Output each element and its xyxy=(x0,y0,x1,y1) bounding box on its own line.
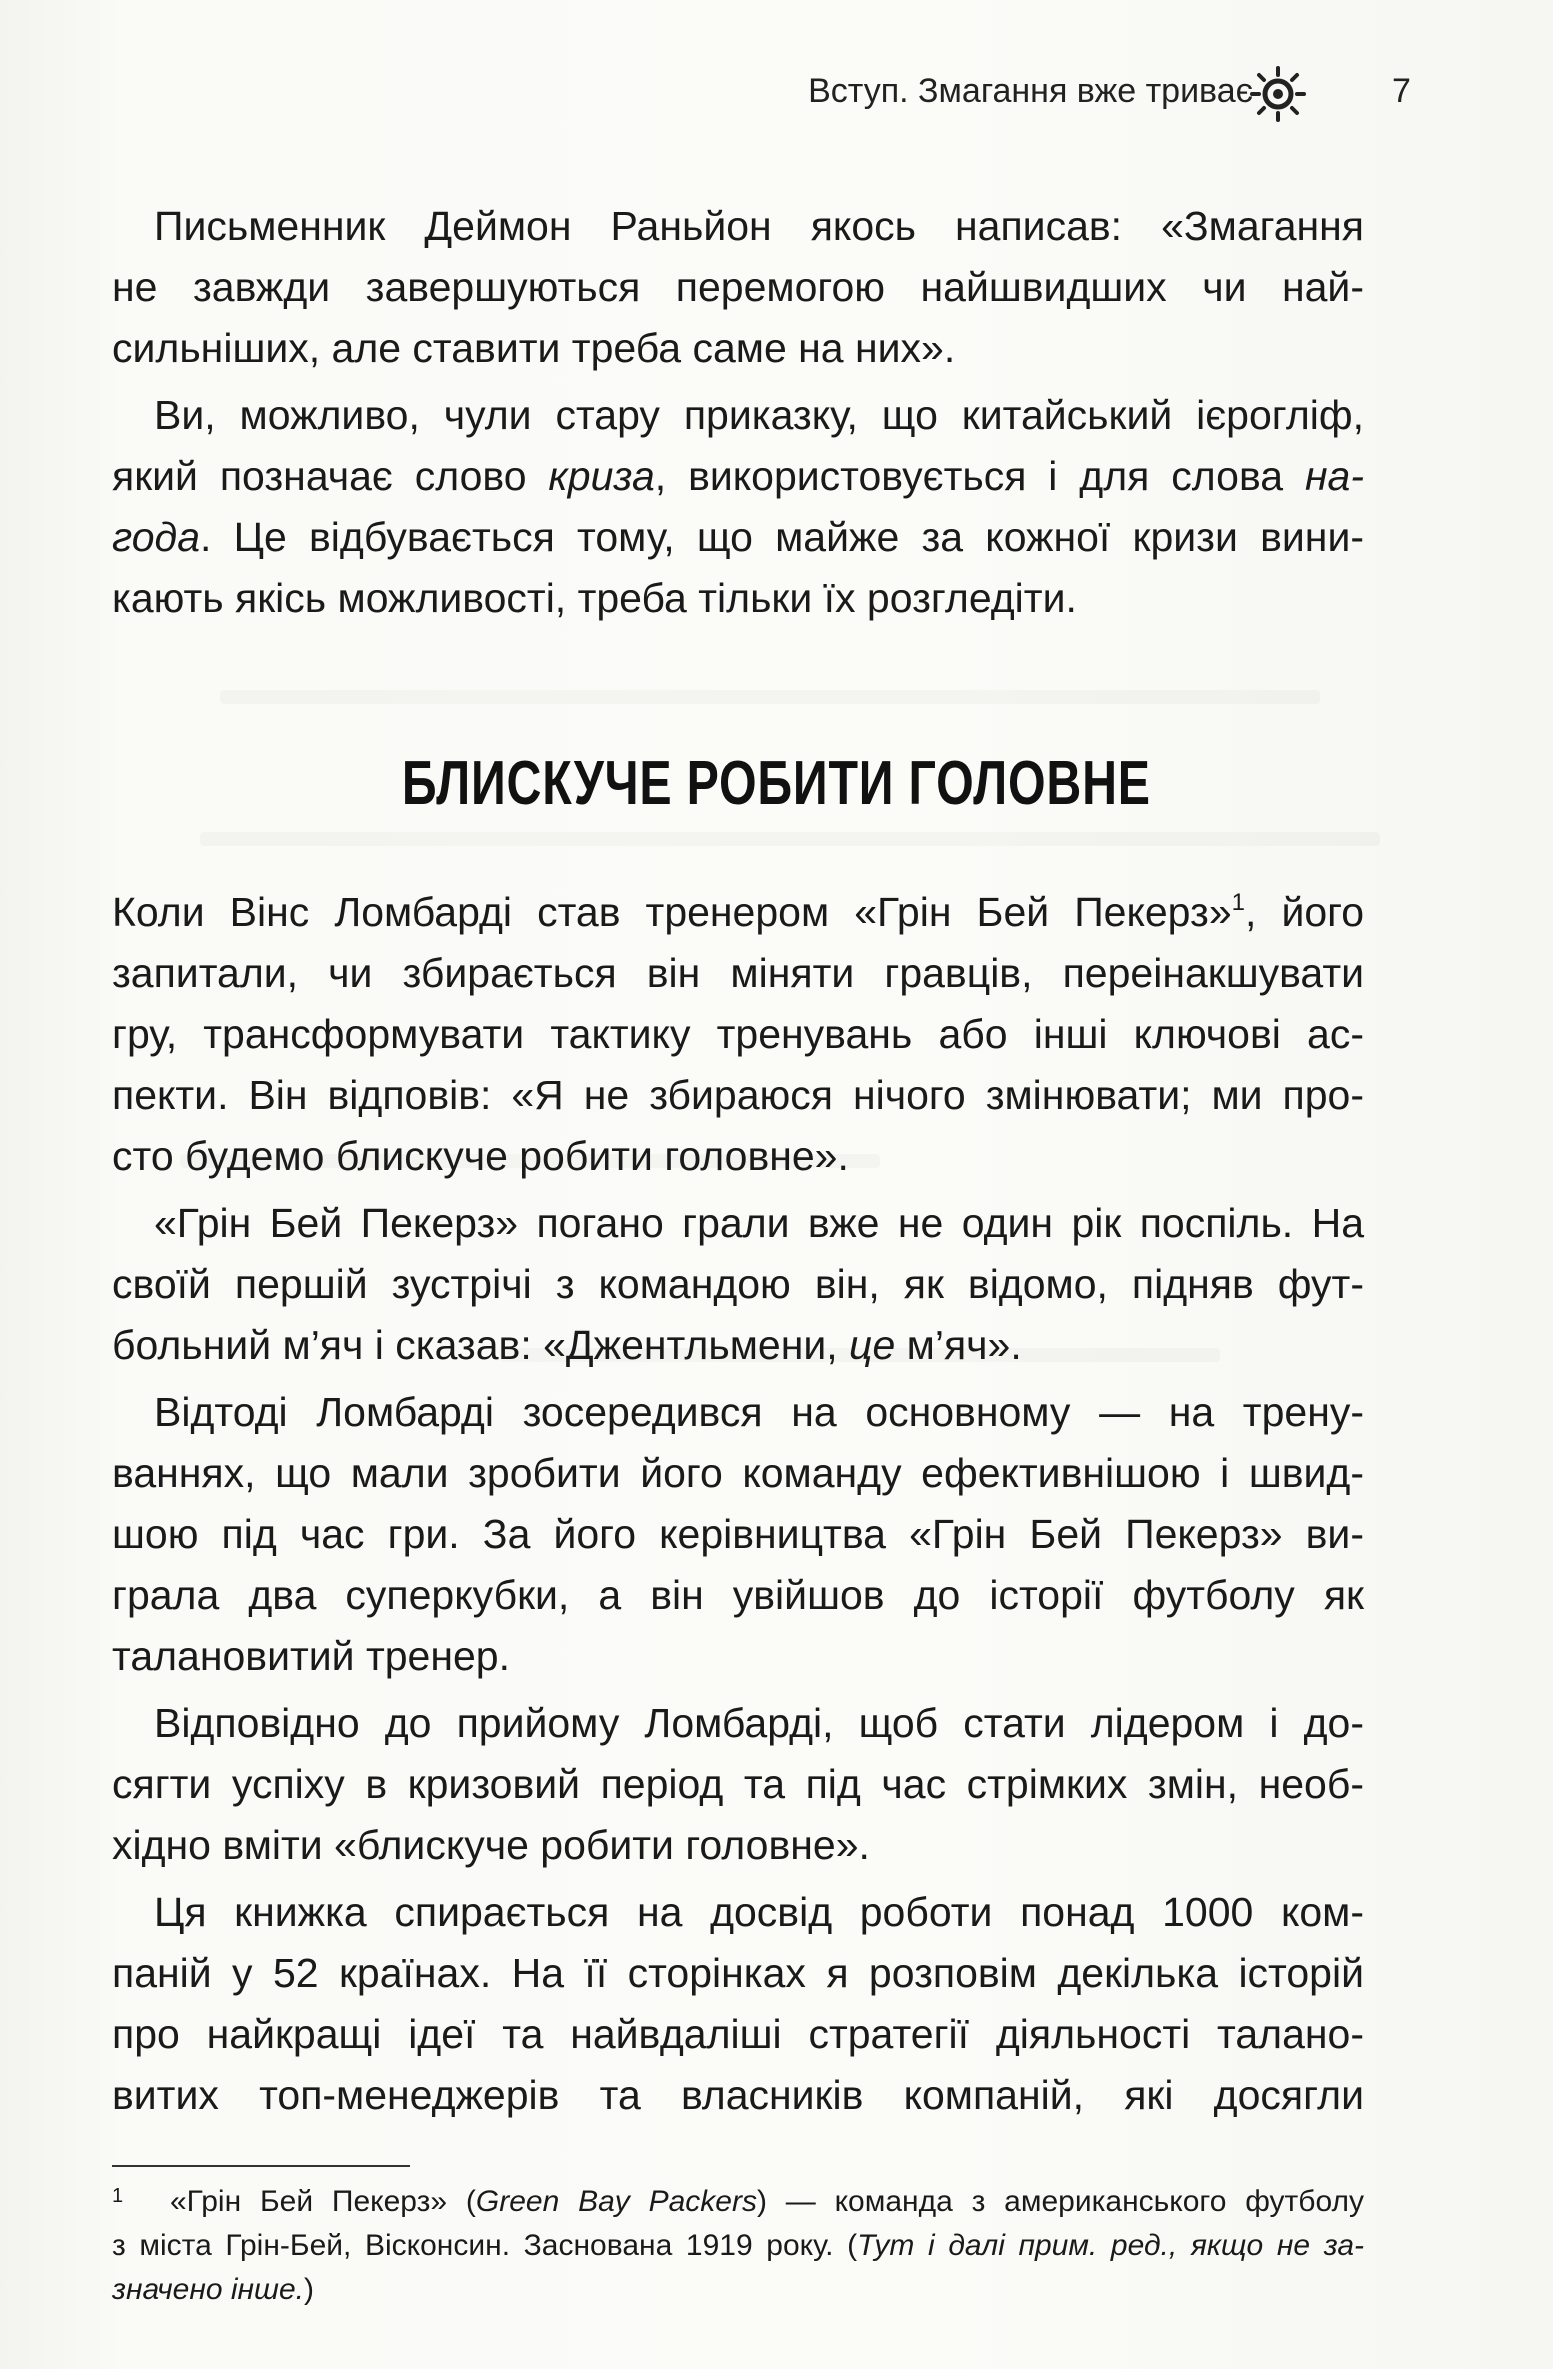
bleed-through-mark xyxy=(220,690,1320,704)
text-span: , його xyxy=(1244,889,1364,935)
text-line: Письменник Деймон Раньйон якось написав: «Змагання xyxy=(154,203,1364,249)
text-span: . Це відбувається тому, що майже за кожної кризи вини- xyxy=(200,514,1364,560)
text-line xyxy=(112,446,1364,507)
text-line: кають якісь можливості, треба тільки їх розгледіти. xyxy=(112,575,1077,621)
text-span: який позначає слово xyxy=(112,453,549,499)
text-line: гру, трансформувати тактику тренувань або інші ключові ас- xyxy=(112,1011,1364,1057)
text-span: Коли Вінс Ломбарді став тренером «Грін Бей Пекерз» xyxy=(112,889,1232,935)
italic-term: криза xyxy=(548,453,655,499)
italic-term: це xyxy=(849,1322,896,1368)
page-number: 7 xyxy=(1392,72,1411,110)
italic-term: Green Bay Packers xyxy=(475,2185,757,2218)
footnote-line xyxy=(112,2180,1364,2224)
text-line: Ця книжка спирається на досвід роботи понад 1000 ком- xyxy=(154,1889,1364,1935)
text-span: ) — команда з американського футболу xyxy=(756,2185,1364,2218)
bleed-through-mark xyxy=(200,832,1380,846)
text-line: пекти. Він відповів: «Я не збираюся нічого змінювати; ми про- xyxy=(112,1072,1364,1118)
italic-note: Тут і далі прим. ред., якщо не за- xyxy=(857,2229,1364,2262)
text-span: ) xyxy=(303,2273,314,2306)
italic-note: значено інше. xyxy=(112,2273,304,2306)
text-line: про найкращі ідеї та найвдаліші стратегії діяльності талано- xyxy=(112,2011,1364,2057)
footnote xyxy=(112,2180,1364,2312)
text-span: м’яч». xyxy=(895,1322,1022,1368)
text-span: больний м’яч і сказав: «Джентльмени, xyxy=(112,1322,850,1368)
text-line xyxy=(112,882,1364,943)
text-line: сильніших, але ставити треба саме на них». xyxy=(112,325,956,371)
text-line: шою під час гри. За його керівництва «Грін Бей Пекерз» ви- xyxy=(112,1511,1364,1557)
paragraph xyxy=(112,1382,1364,1687)
italic-term: на- xyxy=(1304,453,1364,499)
text-line: грала два суперкубки, а він увійшов до історії футболу як xyxy=(112,1572,1364,1618)
text-line: своїй першій зустрічі з командою він, як відомо, підняв фут- xyxy=(112,1261,1364,1307)
intro-text xyxy=(112,196,1364,629)
footnote-divider xyxy=(112,2165,410,2167)
section-text xyxy=(112,882,1364,2126)
paragraph xyxy=(112,1193,1364,1376)
text-line: запитали, чи збирається він міняти гравців, переінакшувати xyxy=(112,950,1364,996)
text-line: Ви, можливо, чули стару приказку, що китайський ієрогліф, xyxy=(154,392,1364,438)
text-line: Відтоді Ломбарді зосередився на основному — на трену- xyxy=(154,1389,1364,1435)
text-line: витих топ-менеджерів та власників компаній, які досягли xyxy=(112,2072,1364,2118)
chapter-title: Вступ. Змагання вже триває xyxy=(808,72,1253,110)
italic-term: года xyxy=(112,514,201,560)
text-line: хідно вміти «блискуче робити головне». xyxy=(112,1822,870,1868)
running-head xyxy=(0,64,1553,124)
text-line: паній у 52 країнах. На її сторінках я розповім декілька історій xyxy=(112,1950,1364,1996)
text-span: з міста Грін-Бей, Вісконсин. Заснована 1919 року. ( xyxy=(112,2229,858,2262)
text-line: сягти успіху в кризовий період та під час стрімких змін, необ- xyxy=(112,1761,1364,1807)
sun-icon xyxy=(1248,64,1308,124)
paragraph xyxy=(112,882,1364,1187)
footnote-line xyxy=(112,2268,1364,2312)
text-line: талановитий тренер. xyxy=(112,1633,510,1679)
text-line xyxy=(112,507,1364,568)
paragraph xyxy=(112,196,1364,379)
footnote-mark: 1 xyxy=(112,2185,124,2207)
section-heading: БЛИСКУЧЕ РОБИТИ ГОЛОВНЕ xyxy=(401,749,1151,818)
text-span: , використовується і для слова xyxy=(654,453,1305,499)
footnote-line xyxy=(112,2224,1364,2268)
paragraph xyxy=(112,385,1364,629)
text-line: не завжди завершуються перемогою найшвидших чи най- xyxy=(112,264,1364,310)
text-line xyxy=(112,1315,1364,1376)
text-line: Відповідно до прийому Ломбарді, щоб стати лідером і до- xyxy=(154,1700,1364,1746)
text-line: ваннях, що мали зробити його команду ефективнішою і швид- xyxy=(112,1450,1364,1496)
text-line: «Грін Бей Пекерз» погано грали вже не один рік поспіль. На xyxy=(154,1200,1364,1246)
paragraph xyxy=(112,1882,1364,2126)
text-line: сто будемо блискуче робити головне». xyxy=(112,1133,849,1179)
paragraph xyxy=(112,1693,1364,1876)
footnote-ref[interactable]: 1 xyxy=(1231,889,1245,916)
text-span: «Грін Бей Пекерз» ( xyxy=(170,2185,476,2218)
